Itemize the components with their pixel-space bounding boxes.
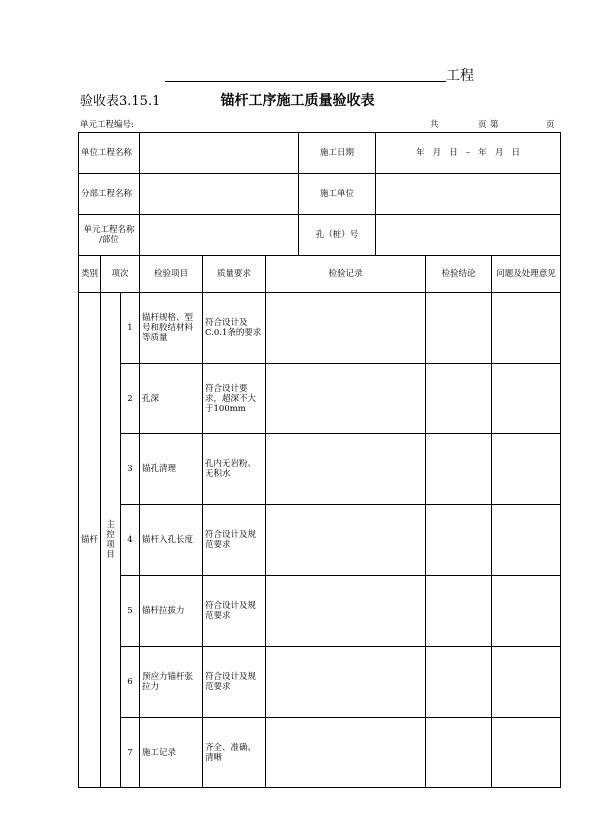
- item-no: 3: [121, 434, 140, 505]
- col-inspection-item: 检验项目: [140, 256, 203, 293]
- unit-element-name-label: 单元工程名称 /部位: [79, 215, 140, 256]
- item-no: 6: [121, 647, 140, 718]
- item-problems[interactable]: [492, 718, 561, 788]
- item-requirement: 符合设计及规范要求: [203, 505, 266, 576]
- table-row: [79, 434, 561, 505]
- item-conclusion[interactable]: [426, 647, 492, 718]
- col-conclusion: 检验结论: [426, 256, 492, 293]
- inspection-form-table: [78, 132, 561, 788]
- info-row-element: [79, 215, 561, 256]
- page-unit-label-2: 页: [546, 120, 555, 130]
- item-problems[interactable]: [492, 434, 561, 505]
- item-conclusion[interactable]: [426, 293, 492, 364]
- subcategory-text: 主控项目: [106, 520, 115, 560]
- item-no: 1: [121, 293, 140, 364]
- item-name: 锚杆入孔长度: [140, 505, 203, 576]
- item-problems[interactable]: [492, 576, 561, 647]
- construction-date-label: 施工日期: [299, 133, 376, 174]
- hole-no-value[interactable]: [376, 215, 561, 256]
- item-no: 4: [121, 505, 140, 576]
- item-requirement: 符合设计及规范要求: [203, 576, 266, 647]
- division-project-name-label: 分部工程名称: [79, 174, 140, 215]
- item-no: 2: [121, 364, 140, 434]
- table-row: [79, 364, 561, 434]
- construction-unit-label: 施工单位: [299, 174, 376, 215]
- item-record[interactable]: [266, 647, 426, 718]
- page-unit-label: 页: [478, 120, 487, 130]
- item-problems[interactable]: [492, 647, 561, 718]
- unit-element-name-value[interactable]: [140, 215, 299, 256]
- item-requirement: 齐全、准确、清晰: [203, 718, 266, 788]
- item-name: 预应力锚杆张拉力: [140, 647, 203, 718]
- unit-project-name-label: 单位工程名称: [79, 133, 140, 174]
- unit-code-label: 单元工程编号:: [80, 120, 134, 130]
- division-project-name-value[interactable]: [140, 174, 299, 215]
- item-requirement: 符合设计及C.0.1条的要求: [203, 293, 266, 364]
- item-no: 7: [121, 718, 140, 788]
- item-conclusion[interactable]: [426, 505, 492, 576]
- item-record[interactable]: [266, 364, 426, 434]
- page-total-label: 共: [430, 120, 439, 130]
- construction-unit-value[interactable]: [376, 174, 561, 215]
- item-conclusion[interactable]: [426, 718, 492, 788]
- item-requirement: 符合设计要求，超深不大于100mm: [203, 364, 266, 434]
- table-row: [79, 718, 561, 788]
- item-requirement: 孔内无岩粉、无积水: [203, 434, 266, 505]
- construction-date-value[interactable]: 年 月 日 – 年 月 日: [376, 133, 561, 174]
- project-suffix: 工程: [446, 68, 474, 84]
- info-row-unit-project: [79, 133, 561, 174]
- unit-project-name-value[interactable]: [140, 133, 299, 174]
- item-conclusion[interactable]: [426, 576, 492, 647]
- col-item-no: 项次: [101, 256, 140, 293]
- item-conclusion[interactable]: [426, 434, 492, 505]
- item-conclusion[interactable]: [426, 364, 492, 434]
- document-title: 锚杆工序施工质量验收表: [220, 93, 375, 109]
- col-inspection-record: 检验记录: [266, 256, 426, 293]
- item-name: 施工记录: [140, 718, 203, 788]
- col-problems: 问题及处理意见: [492, 256, 561, 293]
- column-header-row: [79, 256, 561, 293]
- item-record[interactable]: [266, 718, 426, 788]
- subcategory-cell: [101, 293, 121, 788]
- project-name-underline: [165, 81, 446, 82]
- item-name: 孔深: [140, 364, 203, 434]
- item-record[interactable]: [266, 434, 426, 505]
- item-problems[interactable]: [492, 364, 561, 434]
- hole-no-label: 孔（桩）号: [299, 215, 376, 256]
- item-name: 锚杆规格、型号和胶结材料等质量: [140, 293, 203, 364]
- item-record[interactable]: [266, 293, 426, 364]
- item-name: 锚杆拉拔力: [140, 576, 203, 647]
- table-row: [79, 505, 561, 576]
- item-requirement: 符合设计及规范要求: [203, 647, 266, 718]
- item-problems[interactable]: [492, 505, 561, 576]
- col-quality-req: 质量要求: [203, 256, 266, 293]
- item-problems[interactable]: [492, 293, 561, 364]
- table-row: [79, 293, 561, 364]
- category-cell: 锚杆: [79, 293, 101, 788]
- info-row-division: [79, 174, 561, 215]
- page-number-label: 第: [490, 120, 499, 130]
- item-record[interactable]: [266, 576, 426, 647]
- item-record[interactable]: [266, 505, 426, 576]
- form-number: 验收表3.15.1: [80, 94, 161, 109]
- col-category: 类别: [79, 256, 101, 293]
- item-name: 锚孔清理: [140, 434, 203, 505]
- item-no: 5: [121, 576, 140, 647]
- table-row: [79, 576, 561, 647]
- table-row: [79, 647, 561, 718]
